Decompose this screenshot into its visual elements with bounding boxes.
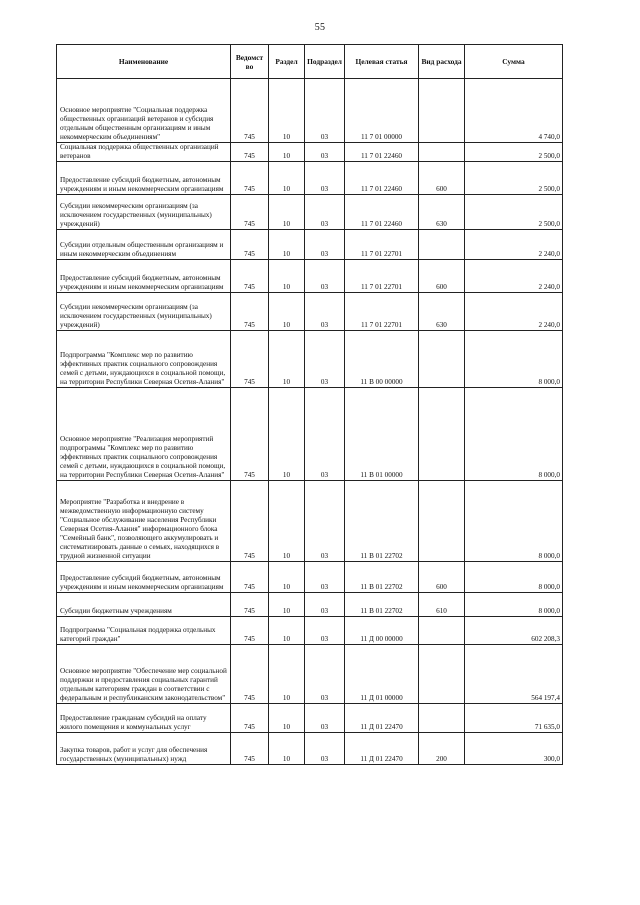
cell-name: Субсидии некоммерческим организациям (за исключением государственных (муниципальных) учреждений) bbox=[57, 293, 231, 331]
cell-razdel: 10 bbox=[269, 162, 305, 195]
table-row bbox=[57, 562, 563, 593]
table-row bbox=[57, 293, 563, 331]
cell-ved: 745 bbox=[231, 481, 269, 562]
cell-vid bbox=[419, 704, 465, 733]
cell-name: Основное мероприятие "Обеспечение мер социальной поддержки и предоставления социальных гарантий отдельным категориям граждан в соответствии с федеральным и республиканским законодательством" bbox=[57, 645, 231, 704]
cell-target: 11 7 01 22701 bbox=[345, 293, 419, 331]
cell-sum: 602 208,3 bbox=[465, 617, 563, 645]
cell-sum: 71 635,0 bbox=[465, 704, 563, 733]
cell-sum: 4 740,0 bbox=[465, 79, 563, 143]
cell-target: 11 В 00 00000 bbox=[345, 331, 419, 388]
cell-podrazdel: 03 bbox=[305, 293, 345, 331]
cell-name: Закупка товаров, работ и услуг для обеспечения государственных (муниципальных) нужд bbox=[57, 733, 231, 765]
cell-target: 11 В 01 00000 bbox=[345, 388, 419, 481]
cell-podrazdel: 03 bbox=[305, 617, 345, 645]
table-row bbox=[57, 230, 563, 260]
cell-razdel: 10 bbox=[269, 617, 305, 645]
cell-podrazdel: 03 bbox=[305, 733, 345, 765]
cell-target: 11 В 01 22702 bbox=[345, 562, 419, 593]
cell-target: 11 7 01 00000 bbox=[345, 79, 419, 143]
cell-razdel: 10 bbox=[269, 593, 305, 617]
cell-podrazdel: 03 bbox=[305, 162, 345, 195]
cell-ved: 745 bbox=[231, 79, 269, 143]
cell-sum: 8 000,0 bbox=[465, 562, 563, 593]
cell-target: 11 Д 01 00000 bbox=[345, 645, 419, 704]
cell-name: Основное мероприятие "Реализация мероприятий подпрограммы "Комплекс мер по развитию эффективных практик социального сопровождения семей с детьми, нуждающихся в социальной помощи, на территории Республики Северная Осетия-Алания" bbox=[57, 388, 231, 481]
cell-sum: 2 240,0 bbox=[465, 260, 563, 293]
cell-name: Субсидии бюджетным учреждениям bbox=[57, 593, 231, 617]
table-row bbox=[57, 733, 563, 765]
cell-razdel: 10 bbox=[269, 562, 305, 593]
cell-vid: 600 bbox=[419, 562, 465, 593]
cell-name: Социальная поддержка общественных организаций ветеранов bbox=[57, 143, 231, 162]
cell-vid bbox=[419, 79, 465, 143]
table-row bbox=[57, 388, 563, 481]
header-vid: Вид расхода bbox=[419, 45, 465, 79]
table-row bbox=[57, 704, 563, 733]
table-row bbox=[57, 143, 563, 162]
cell-vid bbox=[419, 230, 465, 260]
cell-sum: 300,0 bbox=[465, 733, 563, 765]
header-podrazdel: Подраздел bbox=[305, 45, 345, 79]
cell-podrazdel: 03 bbox=[305, 704, 345, 733]
cell-ved: 745 bbox=[231, 195, 269, 230]
cell-name: Субсидии отдельным общественным организациям и иным некоммерческим объединениям bbox=[57, 230, 231, 260]
table-row bbox=[57, 260, 563, 293]
cell-podrazdel: 03 bbox=[305, 260, 345, 293]
cell-name: Подпрограмма "Социальная поддержка отдельных категорий граждан" bbox=[57, 617, 231, 645]
cell-target: 11 7 01 22460 bbox=[345, 195, 419, 230]
cell-podrazdel: 03 bbox=[305, 230, 345, 260]
cell-name: Предоставление субсидий бюджетным, автономным учреждениям и иным некоммерческим организациям bbox=[57, 162, 231, 195]
header-sum: Сумма bbox=[465, 45, 563, 79]
cell-vid: 600 bbox=[419, 260, 465, 293]
table-row bbox=[57, 162, 563, 195]
cell-sum: 2 240,0 bbox=[465, 293, 563, 331]
cell-target: 11 7 01 22460 bbox=[345, 143, 419, 162]
cell-vid bbox=[419, 645, 465, 704]
budget-table bbox=[56, 44, 563, 765]
cell-sum: 8 000,0 bbox=[465, 331, 563, 388]
cell-razdel: 10 bbox=[269, 293, 305, 331]
header-ved: Ведомст во bbox=[231, 45, 269, 79]
cell-sum: 564 197,4 bbox=[465, 645, 563, 704]
cell-razdel: 10 bbox=[269, 704, 305, 733]
cell-ved: 745 bbox=[231, 388, 269, 481]
cell-ved: 745 bbox=[231, 645, 269, 704]
cell-vid: 600 bbox=[419, 162, 465, 195]
table-body bbox=[57, 79, 563, 765]
cell-razdel: 10 bbox=[269, 260, 305, 293]
table-header-row bbox=[57, 45, 563, 79]
cell-ved: 745 bbox=[231, 293, 269, 331]
cell-ved: 745 bbox=[231, 617, 269, 645]
cell-ved: 745 bbox=[231, 733, 269, 765]
cell-podrazdel: 03 bbox=[305, 562, 345, 593]
cell-razdel: 10 bbox=[269, 331, 305, 388]
cell-podrazdel: 03 bbox=[305, 593, 345, 617]
table-row bbox=[57, 593, 563, 617]
cell-ved: 745 bbox=[231, 593, 269, 617]
cell-ved: 745 bbox=[231, 162, 269, 195]
cell-sum: 2 500,0 bbox=[465, 195, 563, 230]
cell-vid: 630 bbox=[419, 195, 465, 230]
cell-vid: 200 bbox=[419, 733, 465, 765]
cell-podrazdel: 03 bbox=[305, 645, 345, 704]
cell-ved: 745 bbox=[231, 704, 269, 733]
table-row bbox=[57, 331, 563, 388]
cell-razdel: 10 bbox=[269, 79, 305, 143]
cell-razdel: 10 bbox=[269, 388, 305, 481]
cell-sum: 2 240,0 bbox=[465, 230, 563, 260]
cell-podrazdel: 03 bbox=[305, 195, 345, 230]
cell-podrazdel: 03 bbox=[305, 331, 345, 388]
cell-razdel: 10 bbox=[269, 481, 305, 562]
table-row bbox=[57, 617, 563, 645]
cell-vid bbox=[419, 617, 465, 645]
cell-target: 11 Д 01 22470 bbox=[345, 704, 419, 733]
cell-target: 11 В 01 22702 bbox=[345, 593, 419, 617]
cell-vid bbox=[419, 331, 465, 388]
cell-podrazdel: 03 bbox=[305, 481, 345, 562]
cell-razdel: 10 bbox=[269, 733, 305, 765]
header-razdel: Раздел bbox=[269, 45, 305, 79]
cell-podrazdel: 03 bbox=[305, 79, 345, 143]
page-number: 55 bbox=[314, 22, 326, 33]
cell-target: 11 Д 01 22470 bbox=[345, 733, 419, 765]
cell-sum: 2 500,0 bbox=[465, 143, 563, 162]
cell-name: Предоставление гражданам субсидий на оплату жилого помещения и коммунальных услуг bbox=[57, 704, 231, 733]
cell-name: Подпрограмма "Комплекс мер по развитию эффективных практик социального сопровождения семей с детьми, нуждающихся в социальной помощи, на территории Республики Северная Осетия-Алания" bbox=[57, 331, 231, 388]
cell-name: Мероприятие "Разработка и внедрение в межведомственную информационную систему "Социальное обслуживание населения Республики Северная Осетия-Алания" информационного блока "Семейный банк", позволяющего аккумулировать и систематизировать данные о семьях, находящихся в трудной жизненной ситуации bbox=[57, 481, 231, 562]
cell-ved: 745 bbox=[231, 562, 269, 593]
cell-vid: 610 bbox=[419, 593, 465, 617]
cell-target: 11 Д 00 00000 bbox=[345, 617, 419, 645]
cell-name: Предоставление субсидий бюджетным, автономным учреждениям и иным некоммерческим организациям bbox=[57, 562, 231, 593]
cell-vid bbox=[419, 143, 465, 162]
cell-target: 11 В 01 22702 bbox=[345, 481, 419, 562]
cell-razdel: 10 bbox=[269, 195, 305, 230]
cell-razdel: 10 bbox=[269, 143, 305, 162]
cell-sum: 8 000,0 bbox=[465, 388, 563, 481]
cell-sum: 2 500,0 bbox=[465, 162, 563, 195]
cell-ved: 745 bbox=[231, 143, 269, 162]
table-row bbox=[57, 195, 563, 230]
header-target: Целевая статья bbox=[345, 45, 419, 79]
cell-sum: 8 000,0 bbox=[465, 593, 563, 617]
cell-ved: 745 bbox=[231, 331, 269, 388]
cell-target: 11 7 01 22460 bbox=[345, 162, 419, 195]
cell-vid bbox=[419, 388, 465, 481]
table-row bbox=[57, 79, 563, 143]
cell-razdel: 10 bbox=[269, 645, 305, 704]
cell-podrazdel: 03 bbox=[305, 388, 345, 481]
cell-name: Основное мероприятие "Социальная поддержка общественных организаций ветеранов и субсидия отдельным общественным организациям и иным некоммерческим объединениям" bbox=[57, 79, 231, 143]
cell-name: Предоставление субсидий бюджетным, автономным учреждениям и иным некоммерческим организациям bbox=[57, 260, 231, 293]
header-name: Наименование bbox=[57, 45, 231, 79]
table-row bbox=[57, 481, 563, 562]
cell-target: 11 7 01 22701 bbox=[345, 230, 419, 260]
budget-table-container bbox=[56, 44, 562, 765]
cell-name: Субсидии некоммерческим организациям (за исключением государственных (муниципальных) учреждений) bbox=[57, 195, 231, 230]
cell-podrazdel: 03 bbox=[305, 143, 345, 162]
cell-vid: 630 bbox=[419, 293, 465, 331]
cell-ved: 745 bbox=[231, 260, 269, 293]
cell-sum: 8 000,0 bbox=[465, 481, 563, 562]
cell-ved: 745 bbox=[231, 230, 269, 260]
cell-razdel: 10 bbox=[269, 230, 305, 260]
cell-target: 11 7 01 22701 bbox=[345, 260, 419, 293]
cell-vid bbox=[419, 481, 465, 562]
table-row bbox=[57, 645, 563, 704]
